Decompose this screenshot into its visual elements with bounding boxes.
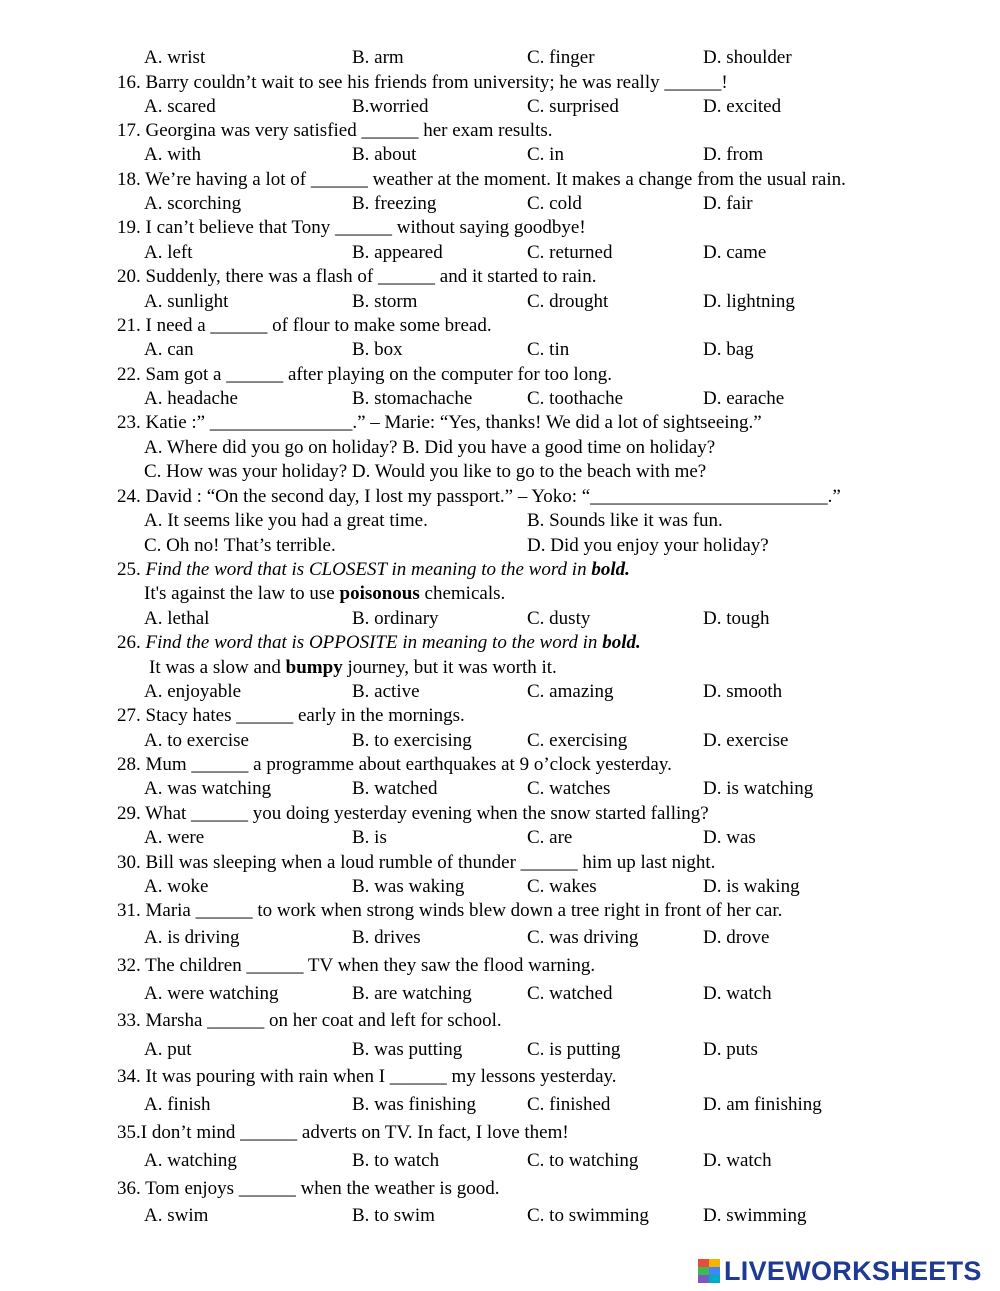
option-d[interactable]: D. came <box>703 242 767 263</box>
option-a[interactable]: A. lethal <box>144 608 210 629</box>
option-d[interactable]: D. watch <box>703 983 772 1004</box>
option-a[interactable]: A. It seems like you had a great time. <box>144 510 428 531</box>
question-stem: 33. Marsha ______ on her coat and left for school. <box>117 1010 502 1031</box>
option-c[interactable]: C. is putting <box>527 1039 621 1060</box>
options-row-16 <box>0 95 1000 119</box>
question-33 <box>0 1009 1000 1033</box>
option-c[interactable]: C. dusty <box>527 608 591 629</box>
options-c-d[interactable]: C. How was your holiday? D. Would you like to go to the beach with me? <box>144 461 707 482</box>
options-row-35 <box>0 1149 1000 1173</box>
option-b[interactable]: B. drives <box>352 927 421 948</box>
question-stem: 34. It was pouring with rain when I ______ my lessons yesterday. <box>117 1066 617 1087</box>
option-a[interactable]: A. finish <box>144 1094 211 1115</box>
instruction-bold: bold. <box>591 559 630 580</box>
option-d[interactable]: D. exercise <box>703 730 789 751</box>
question-25-sentence <box>0 582 1000 606</box>
question-stem: 20. Suddenly, there was a flash of ______ and it started to rain. <box>117 266 597 287</box>
option-b[interactable]: B. was waking <box>352 876 465 897</box>
key-word: bumpy <box>285 657 343 678</box>
option-d[interactable]: D. excited <box>703 96 782 117</box>
question-stem: 31. Maria ______ to work when strong winds blew down a tree right in front of her car. <box>117 900 783 921</box>
option-d[interactable]: D. Did you enjoy your holiday? <box>527 535 769 556</box>
options-line-23-cd <box>0 460 1000 484</box>
option-a[interactable]: A. headache <box>144 388 238 409</box>
options-row-24-ab <box>0 509 1000 533</box>
question-stem: 22. Sam got a ______ after playing on the computer for too long. <box>117 364 612 385</box>
options-row-28 <box>0 777 1000 801</box>
question-stem: 27. Stacy hates ______ early in the mornings. <box>117 705 465 726</box>
option-b[interactable]: B. arm <box>352 47 404 68</box>
liveworksheets-wordmark: LIVEWORKSHEETS <box>724 1256 982 1286</box>
option-a[interactable]: A. to exercise <box>144 730 249 751</box>
option-d[interactable]: D. lightning <box>703 291 795 312</box>
question-26 <box>0 631 1000 655</box>
options-row-29 <box>0 826 1000 850</box>
question-stem: 16. Barry couldn’t wait to see his friends from university; he was really ______! <box>117 72 728 93</box>
question-17 <box>0 119 1000 143</box>
key-word: poisonous <box>339 583 420 604</box>
question-25 <box>0 558 1000 582</box>
options-row-27 <box>0 729 1000 753</box>
instruction-bold: bold. <box>602 632 641 653</box>
option-d[interactable]: D. swimming <box>703 1205 807 1226</box>
option-d[interactable]: D. bag <box>703 339 754 360</box>
question-stem: 18. We’re having a lot of ______ weather at the moment. It makes a change from the usual rain. <box>117 169 846 190</box>
options-line-23-ab <box>0 436 1000 460</box>
option-a[interactable]: A. wrist <box>144 47 206 68</box>
options-row-30 <box>0 875 1000 899</box>
option-b[interactable]: B. stomachache <box>352 388 473 409</box>
options-row-18 <box>0 192 1000 216</box>
question-number: 25. <box>117 559 146 580</box>
option-a[interactable]: A. enjoyable <box>144 681 242 702</box>
option-c[interactable]: C. finger <box>527 47 595 68</box>
option-d[interactable]: D. puts <box>703 1039 758 1060</box>
question-27 <box>0 704 1000 728</box>
option-a[interactable]: A. sunlight <box>144 291 229 312</box>
option-c[interactable]: C. tin <box>527 339 570 360</box>
options-row-20 <box>0 290 1000 314</box>
option-b[interactable]: B. are watching <box>352 983 472 1004</box>
options-row-24-cd <box>0 534 1000 558</box>
options-row-26 <box>0 680 1000 704</box>
question-stem: 23. Katie :” _______________.” – Marie: “Yes, thanks! We did a lot of sightseeing.” <box>117 412 762 433</box>
question-stem: 24. David : “On the second day, I lost my passport.” – Yoko: “_________________________.” <box>117 486 841 507</box>
option-b[interactable]: B. is <box>352 827 387 848</box>
option-a[interactable]: A. with <box>144 144 201 165</box>
option-b[interactable]: B. about <box>352 144 417 165</box>
option-d[interactable]: D. fair <box>703 193 753 214</box>
question-21 <box>0 314 1000 338</box>
question-28 <box>0 753 1000 777</box>
option-c[interactable]: C. watched <box>527 983 613 1004</box>
option-c[interactable]: C. cold <box>527 193 582 214</box>
question-stem: 30. Bill was sleeping when a loud rumble of thunder ______ him up last night. <box>117 852 716 873</box>
question-24 <box>0 485 1000 509</box>
instruction-text: Find the word that is CLOSEST in meaning to the word in <box>145 559 592 580</box>
option-c[interactable]: C. Oh no! That’s terrible. <box>144 535 336 556</box>
option-d[interactable]: D. was <box>703 827 756 848</box>
options-row-33 <box>0 1038 1000 1062</box>
option-d[interactable]: D. am finishing <box>703 1094 822 1115</box>
option-b[interactable]: B. Sounds like it was fun. <box>527 510 723 531</box>
options-row-25 <box>0 607 1000 631</box>
option-a[interactable]: A. was watching <box>144 778 272 799</box>
options-row-34 <box>0 1093 1000 1117</box>
sentence-pre: It was a slow and <box>149 657 286 678</box>
sentence-pre: It's against the law to use <box>144 583 340 604</box>
question-stem: 21. I need a ______ of flour to make some bread. <box>117 315 492 336</box>
sentence-post: journey, but it was worth it. <box>342 657 557 678</box>
sentence <box>144 582 505 606</box>
option-a[interactable]: A. left <box>144 242 193 263</box>
question-29 <box>0 802 1000 826</box>
option-a[interactable]: A. woke <box>144 876 209 897</box>
option-c[interactable]: C. was driving <box>527 927 639 948</box>
option-b[interactable]: B. was finishing <box>352 1094 477 1115</box>
option-a[interactable]: A. swim <box>144 1205 209 1226</box>
option-b[interactable]: B.worried <box>352 96 429 117</box>
liveworksheets-logo[interactable] <box>698 1256 982 1286</box>
option-a[interactable]: A. were <box>144 827 205 848</box>
option-b[interactable]: B. ordinary <box>352 608 439 629</box>
options-a-b[interactable]: A. Where did you go on holiday? B. Did you have a good time on holiday? <box>144 437 716 458</box>
option-b[interactable]: B. to watch <box>352 1150 440 1171</box>
option-b[interactable]: B. watched <box>352 778 438 799</box>
options-row-31 <box>0 926 1000 950</box>
question-34 <box>0 1065 1000 1089</box>
options-row-32 <box>0 982 1000 1006</box>
option-c[interactable]: C. toothache <box>527 388 624 409</box>
question-30 <box>0 851 1000 875</box>
options-row-15 <box>0 46 1000 70</box>
option-c[interactable]: C. watches <box>527 778 611 799</box>
options-row-21 <box>0 338 1000 362</box>
options-row-22 <box>0 387 1000 411</box>
option-b[interactable]: B. to swim <box>352 1205 435 1226</box>
option-d[interactable]: D. drove <box>703 927 770 948</box>
question-22 <box>0 363 1000 387</box>
question-stem: 35.I don’t mind ______ adverts on TV. In fact, I love them! <box>117 1122 569 1143</box>
option-d[interactable]: D. smooth <box>703 681 783 702</box>
question-19 <box>0 216 1000 240</box>
option-a[interactable]: A. watching <box>144 1150 237 1171</box>
option-a[interactable]: A. put <box>144 1039 192 1060</box>
sentence-post: chemicals. <box>419 583 506 604</box>
option-c[interactable]: C. amazing <box>527 681 614 702</box>
question-stem: 19. I can’t believe that Tony ______ without saying goodbye! <box>117 217 586 238</box>
sentence <box>149 656 557 680</box>
option-c[interactable]: C. in <box>527 144 564 165</box>
option-c[interactable]: C. returned <box>527 242 613 263</box>
option-c[interactable]: C. to swimming <box>527 1205 649 1226</box>
option-a[interactable]: A. scared <box>144 96 216 117</box>
question-number: 26. <box>117 632 146 653</box>
option-c[interactable]: C. exercising <box>527 730 628 751</box>
option-d[interactable]: D. earache <box>703 388 785 409</box>
question-31 <box>0 899 1000 923</box>
option-b[interactable]: B. to exercising <box>352 730 472 751</box>
option-d[interactable]: D. from <box>703 144 764 165</box>
option-c[interactable]: C. to watching <box>527 1150 639 1171</box>
options-row-19 <box>0 241 1000 265</box>
option-d[interactable]: D. tough <box>703 608 770 629</box>
option-d[interactable]: D. is waking <box>703 876 800 897</box>
question-26-sentence <box>0 656 1000 680</box>
option-a[interactable]: A. is driving <box>144 927 240 948</box>
option-c[interactable]: C. are <box>527 827 573 848</box>
option-a[interactable]: A. were watching <box>144 983 279 1004</box>
option-d[interactable]: D. is watching <box>703 778 814 799</box>
question-stem: 36. Tom enjoys ______ when the weather is good. <box>117 1178 500 1199</box>
option-b[interactable]: B. freezing <box>352 193 437 214</box>
option-c[interactable]: C. surprised <box>527 96 619 117</box>
option-c[interactable]: C. finished <box>527 1094 611 1115</box>
option-b[interactable]: B. box <box>352 339 403 360</box>
option-c[interactable]: C. wakes <box>527 876 597 897</box>
question-stem: 17. Georgina was very satisfied ______ her exam results. <box>117 120 553 141</box>
option-a[interactable]: A. can <box>144 339 194 360</box>
options-row-17 <box>0 143 1000 167</box>
liveworksheets-logo-icon <box>698 1259 720 1283</box>
option-c[interactable]: C. drought <box>527 291 609 312</box>
options-row-36 <box>0 1204 1000 1228</box>
instruction-text: Find the word that is OPPOSITE in meaning to the word in <box>145 632 603 653</box>
option-b[interactable]: B. appeared <box>352 242 443 263</box>
question-35 <box>0 1121 1000 1145</box>
option-b[interactable]: B. was putting <box>352 1039 463 1060</box>
option-b[interactable]: B. active <box>352 681 420 702</box>
question-stem: 28. Mum ______ a programme about earthquakes at 9 o’clock yesterday. <box>117 754 672 775</box>
question-stem: 32. The children ______ TV when they saw the flood warning. <box>117 955 596 976</box>
question-number-instruction <box>117 631 641 655</box>
question-32 <box>0 954 1000 978</box>
question-stem: 29. What ______ you doing yesterday evening when the snow started falling? <box>117 803 709 824</box>
question-number-instruction <box>117 558 630 582</box>
question-16 <box>0 71 1000 95</box>
question-36 <box>0 1177 1000 1201</box>
option-d[interactable]: D. watch <box>703 1150 772 1171</box>
option-d[interactable]: D. shoulder <box>703 47 792 68</box>
question-20 <box>0 265 1000 289</box>
question-18 <box>0 168 1000 192</box>
option-b[interactable]: B. storm <box>352 291 418 312</box>
option-a[interactable]: A. scorching <box>144 193 242 214</box>
question-23 <box>0 411 1000 435</box>
